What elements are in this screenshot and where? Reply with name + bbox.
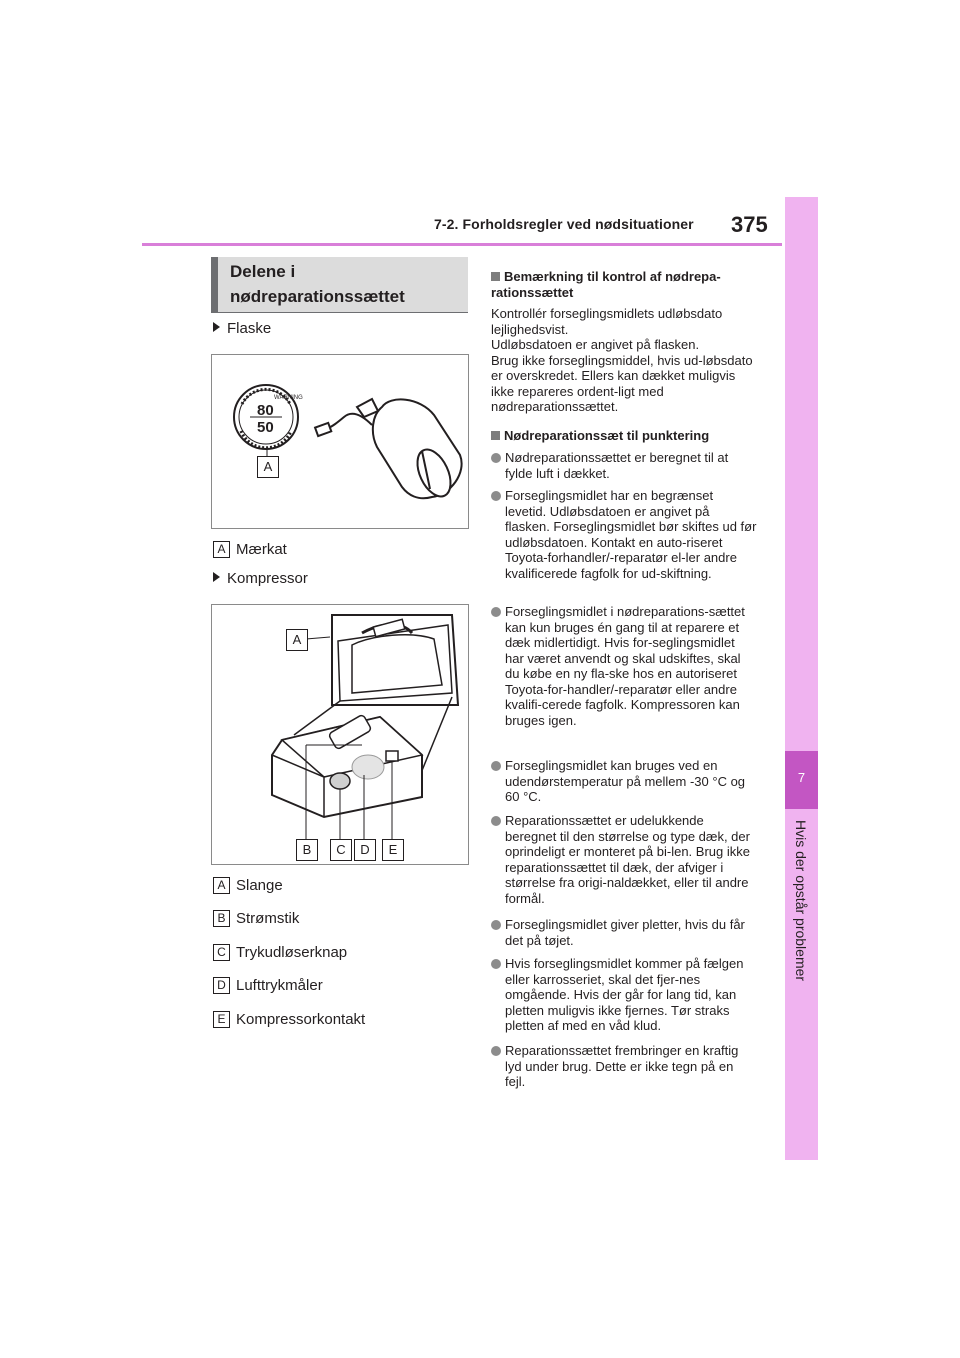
compressor-label-e: E bbox=[382, 839, 404, 861]
bullet-dot-icon bbox=[491, 816, 501, 826]
side-tab-number: 7 bbox=[797, 770, 806, 785]
section-title-box bbox=[211, 257, 468, 312]
legend-letter: D bbox=[213, 977, 230, 994]
compressor-figure bbox=[211, 604, 469, 865]
badge-max: 80 bbox=[257, 402, 274, 419]
legend-letter: E bbox=[213, 1011, 230, 1028]
legend-text: Slange bbox=[236, 877, 283, 894]
bottle-illustration bbox=[212, 355, 468, 528]
bullet-dot-icon bbox=[491, 959, 501, 969]
bullet-dot-icon bbox=[491, 453, 501, 463]
bullet-item: Reparationssættet frembringer en kraftig lyd under brug. Dette er ikke tegn på en fejl. bbox=[491, 1043, 757, 1090]
bullet-item: Forseglingsmidlet kan bruges ved en udendørstemperatur på mellem -30 °C og 60 °C. bbox=[491, 758, 757, 805]
bullet-dot-icon bbox=[491, 491, 501, 501]
bullet-item: Forseglingsmidlet giver pletter, hvis du får det på tøjet. bbox=[491, 917, 757, 948]
compressor-legend-b bbox=[213, 910, 299, 927]
bottle-label-a: A bbox=[257, 456, 279, 478]
legend-letter: C bbox=[213, 944, 230, 961]
section-rule bbox=[211, 312, 468, 313]
legend-letter: A bbox=[213, 877, 230, 894]
compressor-heading: Kompressor bbox=[213, 570, 308, 587]
legend-letter: A bbox=[213, 541, 230, 558]
bullet-dot-icon bbox=[491, 920, 501, 930]
legend-letter: B bbox=[213, 910, 230, 927]
compressor-label-b: B bbox=[296, 839, 318, 861]
badge-min: 50 bbox=[257, 419, 274, 436]
bottle-heading: Flaske bbox=[213, 320, 271, 337]
bullet-item: Reparationssættet er udelukkende beregnet til den størrelse og type dæk, der oprindeligt er monteret på bi-len. Brug ikke reparationssættet til dæk, der afviger i størrelse fra origi-naldækket, eller til andre formål. bbox=[491, 813, 757, 906]
compressor-legend-c bbox=[213, 944, 347, 961]
chapter-title: 7-2. Forholdsregler ved nødsituationer bbox=[434, 216, 694, 232]
bullet-item: Nødreparationssættet er beregnet til at fylde luft i dækket. bbox=[491, 450, 757, 481]
compressor-label-a: A bbox=[286, 629, 308, 651]
compressor-illustration bbox=[212, 605, 468, 864]
bullet-item: Forseglingsmidlet har en begrænset levetid. Udløbsdatoen er angivet på flasken. Forseglingsmidlet bør skiftes ud før udløbsdatoen. Kontakt en auto-riseret Toyota-forhandler/-reparatør el-ler andre kvalificerede fagfolk for ud-skiftning. bbox=[491, 488, 757, 581]
square-bullet-icon bbox=[491, 272, 500, 281]
bottle-legend-a bbox=[213, 541, 287, 558]
section-title-line1: Delene i bbox=[230, 262, 296, 281]
bullet-dot-icon bbox=[491, 607, 501, 617]
note2-heading: Nødreparationssæt til punktering bbox=[491, 428, 757, 444]
bullet-dot-icon bbox=[491, 1046, 501, 1056]
compressor-legend-d bbox=[213, 977, 323, 994]
badge-warning: WARNING bbox=[274, 395, 303, 401]
triangle-bullet-icon bbox=[213, 572, 220, 582]
legend-text: Lufttrykmåler bbox=[236, 977, 323, 994]
side-tab-label: Hvis der opstår problemer bbox=[793, 820, 809, 982]
legend-text: Trykudløserknap bbox=[236, 944, 348, 961]
side-tab bbox=[785, 197, 818, 1160]
legend-text: Strømstik bbox=[236, 910, 300, 927]
page-number: 375 bbox=[731, 212, 768, 237]
compressor-legend-e bbox=[213, 1011, 365, 1028]
legend-text: Kompressorkontakt bbox=[236, 1011, 366, 1028]
bullet-item: Forseglingsmidlet i nødreparations-sættet kan kun bruges én gang til at reparere et dæk midlertidigt. Hvis for-seglingsmidlet har været anvendt og skal udskiftes, skal du købe en ny fla-ske hos en autoriseret Toyota-for-handler/-reparatør eller andre kvalifi-cerede fagfolk. Kompressoren kan bruges igen. bbox=[491, 604, 757, 728]
triangle-bullet-icon bbox=[213, 322, 220, 332]
header-rule bbox=[142, 243, 782, 246]
legend-text: Mærkat bbox=[236, 541, 287, 558]
square-bullet-icon bbox=[491, 431, 500, 440]
section-title-line2: nødreparationssættet bbox=[230, 287, 405, 306]
bottle-figure bbox=[211, 354, 469, 529]
bullet-item: Hvis forseglingsmidlet kommer på fælgen eller karrosseriet, skal det fjer-nes omgående. Hvis der går for lang tid, kan pletten muligvis ikke fjernes. Tør straks pletten af med en våd klud. bbox=[491, 956, 757, 1034]
compressor-label-c: C bbox=[330, 839, 352, 861]
note1-body: Kontrollér forseglingsmidlets udløbsdato lejlighedsvist. Udløbsdatoen er angivet på flasken. Brug ikke forseglingsmiddel, hvis ud-løbsdato er overskredet. Ellers kan dækket muligvis ikke repareres ordent-ligt med nødreparationssættet. bbox=[491, 306, 753, 414]
compressor-legend-a bbox=[213, 877, 283, 894]
note1-heading: Bemærkning til kontrol af nødrepa- rationssættet bbox=[491, 269, 721, 300]
compressor-label-d: D bbox=[354, 839, 376, 861]
bullet-dot-icon bbox=[491, 761, 501, 771]
